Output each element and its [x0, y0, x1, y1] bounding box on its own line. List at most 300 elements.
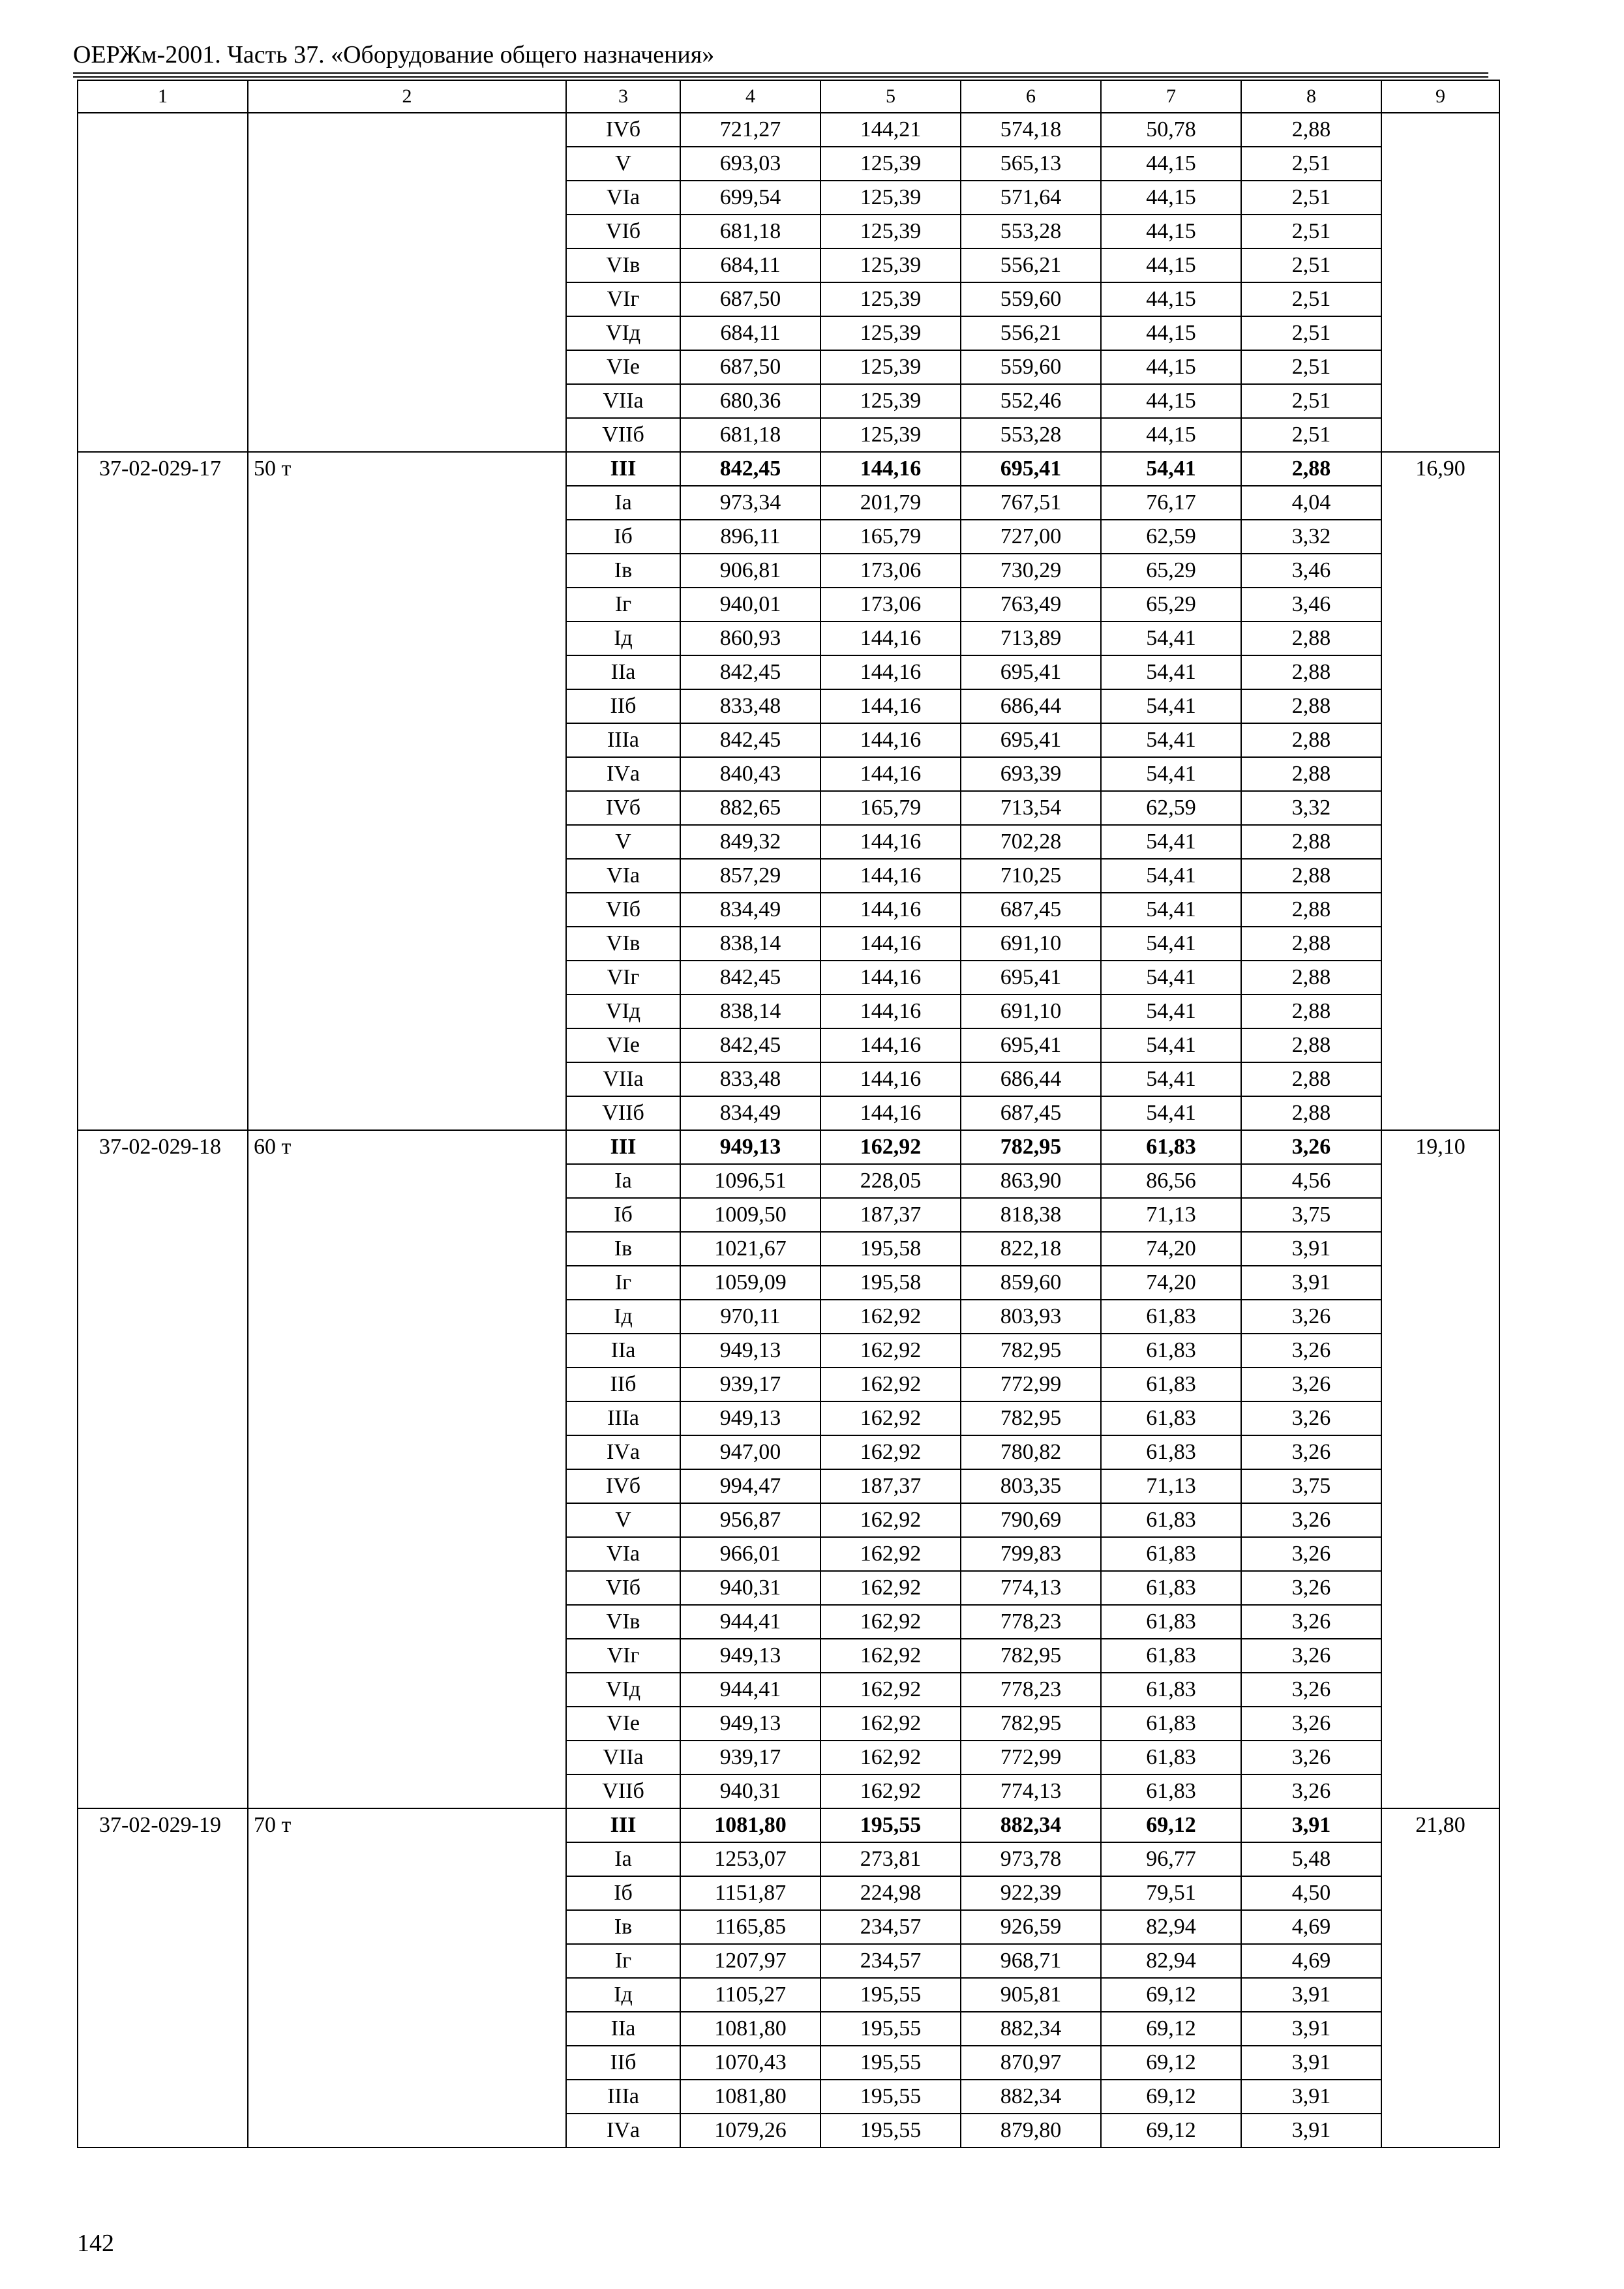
- code-cell: 37-02-029-17: [78, 452, 248, 1130]
- value-cell: 3,26: [1241, 1639, 1381, 1673]
- zone-cell: VIв: [566, 1605, 680, 1639]
- value-cell: 699,54: [680, 181, 820, 215]
- value-cell: 71,13: [1101, 1469, 1241, 1503]
- value-cell: 782,95: [961, 1130, 1101, 1164]
- value-cell: 1081,80: [680, 2080, 820, 2114]
- value-cell: 173,06: [820, 554, 961, 588]
- value-cell: 3,26: [1241, 1673, 1381, 1707]
- value-cell: 44,15: [1101, 316, 1241, 350]
- zone-cell: Iв: [566, 554, 680, 588]
- value-cell: 3,91: [1241, 1978, 1381, 2012]
- value-cell: 44,15: [1101, 418, 1241, 452]
- value-cell: 859,60: [961, 1266, 1101, 1300]
- value-cell: 684,11: [680, 316, 820, 350]
- value-cell: 2,51: [1241, 418, 1381, 452]
- value-cell: 4,56: [1241, 1164, 1381, 1198]
- value-cell: 849,32: [680, 825, 820, 859]
- value-cell: 1081,80: [680, 2012, 820, 2046]
- value-cell: 833,48: [680, 1062, 820, 1096]
- value-cell: 65,29: [1101, 588, 1241, 621]
- value-cell: 61,83: [1101, 1639, 1241, 1673]
- zone-cell: IVа: [566, 757, 680, 791]
- value-cell: 2,88: [1241, 757, 1381, 791]
- value-cell: 69,12: [1101, 1808, 1241, 1842]
- value-cell: 3,26: [1241, 1741, 1381, 1774]
- value-cell: 949,13: [680, 1707, 820, 1741]
- value-cell: 3,32: [1241, 791, 1381, 825]
- value-cell: 61,83: [1101, 1503, 1241, 1537]
- value-cell: 162,92: [820, 1368, 961, 1401]
- value-cell: 970,11: [680, 1300, 820, 1334]
- value-cell: 838,14: [680, 995, 820, 1028]
- zone-cell: Iд: [566, 1978, 680, 2012]
- column-number: 5: [820, 80, 961, 113]
- value-cell: 695,41: [961, 452, 1101, 486]
- column-number: 9: [1381, 80, 1499, 113]
- value-cell: 144,16: [820, 452, 961, 486]
- value-cell: 3,46: [1241, 588, 1381, 621]
- value-cell: 1079,26: [680, 2114, 820, 2147]
- zone-cell: IIа: [566, 1334, 680, 1368]
- value-cell: 62,59: [1101, 520, 1241, 554]
- value-cell: 3,26: [1241, 1130, 1381, 1164]
- value-cell: 695,41: [961, 1028, 1101, 1062]
- value-cell: 125,39: [820, 350, 961, 384]
- value-cell: 947,00: [680, 1435, 820, 1469]
- value-cell: 838,14: [680, 927, 820, 961]
- zone-cell: III: [566, 1808, 680, 1842]
- value-cell: 949,13: [680, 1130, 820, 1164]
- value-cell: 702,28: [961, 825, 1101, 859]
- value-cell: 2,88: [1241, 1096, 1381, 1130]
- zone-cell: VIIб: [566, 1096, 680, 1130]
- value-cell: 69,12: [1101, 1978, 1241, 2012]
- value-cell: 949,13: [680, 1401, 820, 1435]
- value-cell: 195,55: [820, 2080, 961, 2114]
- zone-cell: VIд: [566, 1673, 680, 1707]
- value-cell: 926,59: [961, 1910, 1101, 1944]
- value-cell: 234,57: [820, 1944, 961, 1978]
- zone-cell: VIIб: [566, 418, 680, 452]
- value-cell: 228,05: [820, 1164, 961, 1198]
- column-number: 6: [961, 80, 1101, 113]
- value-cell: 162,92: [820, 1707, 961, 1741]
- value-cell: 173,06: [820, 588, 961, 621]
- value-cell: 82,94: [1101, 1910, 1241, 1944]
- value-cell: 61,83: [1101, 1435, 1241, 1469]
- value-cell: 79,51: [1101, 1876, 1241, 1910]
- value-cell: 44,15: [1101, 215, 1241, 248]
- value-cell: 840,43: [680, 757, 820, 791]
- value-cell: 144,21: [820, 113, 961, 147]
- zone-cell: VIд: [566, 316, 680, 350]
- value-cell: 4,69: [1241, 1910, 1381, 1944]
- value-cell: 61,83: [1101, 1605, 1241, 1639]
- value-cell: 790,69: [961, 1503, 1101, 1537]
- value-cell: 54,41: [1101, 859, 1241, 893]
- value-cell: 82,94: [1101, 1944, 1241, 1978]
- code-cell: 37-02-029-19: [78, 1808, 248, 2147]
- value-cell: 553,28: [961, 418, 1101, 452]
- value-cell: 782,95: [961, 1639, 1101, 1673]
- zone-cell: Iд: [566, 621, 680, 655]
- value-cell: 2,88: [1241, 893, 1381, 927]
- value-cell: 54,41: [1101, 1062, 1241, 1096]
- value-cell: 940,01: [680, 588, 820, 621]
- zone-cell: VIв: [566, 927, 680, 961]
- value-cell: 54,41: [1101, 1028, 1241, 1062]
- value-cell: 2,88: [1241, 452, 1381, 486]
- value-cell: 2,51: [1241, 215, 1381, 248]
- value-cell: 939,17: [680, 1741, 820, 1774]
- value-cell: 144,16: [820, 961, 961, 995]
- value-cell: 556,21: [961, 316, 1101, 350]
- value-cell: 882,65: [680, 791, 820, 825]
- value-cell: 782,95: [961, 1707, 1101, 1741]
- value-cell: 2,51: [1241, 147, 1381, 181]
- zone-cell: VIе: [566, 350, 680, 384]
- value-cell: 44,15: [1101, 147, 1241, 181]
- value-cell: 61,83: [1101, 1741, 1241, 1774]
- value-cell: 44,15: [1101, 282, 1241, 316]
- value-cell: 3,26: [1241, 1571, 1381, 1605]
- value-cell: 125,39: [820, 316, 961, 350]
- value-cell: 3,91: [1241, 2080, 1381, 2114]
- value-cell: 3,91: [1241, 2114, 1381, 2147]
- value-cell: 144,16: [820, 859, 961, 893]
- value-cell: 3,75: [1241, 1198, 1381, 1232]
- value-cell: 556,21: [961, 248, 1101, 282]
- name-cell: 60 т: [248, 1130, 566, 1808]
- zone-cell: IIIа: [566, 2080, 680, 2114]
- value-cell: 54,41: [1101, 723, 1241, 757]
- value-cell: 778,23: [961, 1673, 1101, 1707]
- value-cell: 125,39: [820, 181, 961, 215]
- value-cell: 273,81: [820, 1842, 961, 1876]
- zone-cell: V: [566, 825, 680, 859]
- value-cell: 61,83: [1101, 1130, 1241, 1164]
- value-cell: 687,45: [961, 1096, 1101, 1130]
- zone-cell: VIа: [566, 859, 680, 893]
- value-cell: 195,58: [820, 1232, 961, 1266]
- value-cell: 896,11: [680, 520, 820, 554]
- value-cell: 1096,51: [680, 1164, 820, 1198]
- value-cell: 61,83: [1101, 1368, 1241, 1401]
- value-cell: 54,41: [1101, 689, 1241, 723]
- zone-cell: III: [566, 452, 680, 486]
- value-cell: 3,32: [1241, 520, 1381, 554]
- value-cell: 86,56: [1101, 1164, 1241, 1198]
- table-row: [78, 1130, 1499, 1164]
- zone-cell: IVб: [566, 1469, 680, 1503]
- value-cell: 778,23: [961, 1605, 1101, 1639]
- value-cell: 1009,50: [680, 1198, 820, 1232]
- value-cell: 782,95: [961, 1401, 1101, 1435]
- value-cell: 54,41: [1101, 927, 1241, 961]
- value-cell: 144,16: [820, 927, 961, 961]
- value-cell: 1081,80: [680, 1808, 820, 1842]
- value-cell: 195,55: [820, 1808, 961, 1842]
- value-cell: 162,92: [820, 1605, 961, 1639]
- value-cell: 559,60: [961, 350, 1101, 384]
- value-cell: 125,39: [820, 384, 961, 418]
- value-cell: 695,41: [961, 723, 1101, 757]
- zone-cell: VIе: [566, 1028, 680, 1062]
- value-cell: 3,26: [1241, 1707, 1381, 1741]
- zone-cell: IVа: [566, 1435, 680, 1469]
- value-cell: 3,91: [1241, 1266, 1381, 1300]
- value-cell: 74,20: [1101, 1232, 1241, 1266]
- zone-cell: IIб: [566, 2046, 680, 2080]
- zone-cell: Iб: [566, 1198, 680, 1232]
- name-cell: 70 т: [248, 1808, 566, 2147]
- value-cell: 125,39: [820, 418, 961, 452]
- value-cell: 144,16: [820, 621, 961, 655]
- value-cell: 144,16: [820, 893, 961, 927]
- value-cell: 1151,87: [680, 1876, 820, 1910]
- value-cell: 552,46: [961, 384, 1101, 418]
- value-cell: 2,51: [1241, 316, 1381, 350]
- value-cell: 3,26: [1241, 1401, 1381, 1435]
- zone-cell: V: [566, 147, 680, 181]
- value-cell: 1105,27: [680, 1978, 820, 2012]
- zone-cell: VIб: [566, 893, 680, 927]
- value-cell: 2,88: [1241, 655, 1381, 689]
- page-number: 142: [77, 2230, 114, 2257]
- value-cell: 693,03: [680, 147, 820, 181]
- column-number: 3: [566, 80, 680, 113]
- value-cell: 61,83: [1101, 1401, 1241, 1435]
- zone-cell: Iг: [566, 1266, 680, 1300]
- value-cell: 833,48: [680, 689, 820, 723]
- value-cell: 949,13: [680, 1334, 820, 1368]
- value-cell: 2,51: [1241, 181, 1381, 215]
- value-cell: 2,88: [1241, 961, 1381, 995]
- zone-cell: Iа: [566, 1164, 680, 1198]
- value-cell: 162,92: [820, 1571, 961, 1605]
- zone-cell: IVб: [566, 113, 680, 147]
- value-cell: 2,88: [1241, 113, 1381, 147]
- name-cell: 50 т: [248, 452, 566, 1130]
- value-cell: 882,34: [961, 2080, 1101, 2114]
- value-cell: 695,41: [961, 961, 1101, 995]
- value-cell: 803,93: [961, 1300, 1101, 1334]
- value-cell: 54,41: [1101, 757, 1241, 791]
- value-cell: 61,83: [1101, 1673, 1241, 1707]
- name-cell: [248, 113, 566, 452]
- value-cell: 774,13: [961, 1774, 1101, 1808]
- value-cell: 763,49: [961, 588, 1101, 621]
- value-cell: 973,78: [961, 1842, 1101, 1876]
- value-cell: 767,51: [961, 486, 1101, 520]
- table-row: [78, 113, 1499, 147]
- value-cell: 571,64: [961, 181, 1101, 215]
- value-cell: 144,16: [820, 689, 961, 723]
- zone-cell: Iб: [566, 520, 680, 554]
- value-cell: 3,26: [1241, 1774, 1381, 1808]
- value-cell: 818,38: [961, 1198, 1101, 1232]
- value-cell: 973,34: [680, 486, 820, 520]
- value-cell: 2,88: [1241, 1028, 1381, 1062]
- value-cell: 834,49: [680, 1096, 820, 1130]
- value-cell: 2,88: [1241, 995, 1381, 1028]
- value-cell: 50,78: [1101, 113, 1241, 147]
- value-cell: 144,16: [820, 723, 961, 757]
- column-number: 1: [78, 80, 248, 113]
- value-cell: 687,50: [680, 282, 820, 316]
- value-cell: 54,41: [1101, 655, 1241, 689]
- value-cell: 54,41: [1101, 961, 1241, 995]
- value-cell: 69,12: [1101, 2080, 1241, 2114]
- code-cell: [78, 113, 248, 452]
- value-cell: 842,45: [680, 961, 820, 995]
- value-cell: 74,20: [1101, 1266, 1241, 1300]
- value-cell: 187,37: [820, 1198, 961, 1232]
- header-rule: [73, 72, 1488, 74]
- value-cell: 162,92: [820, 1537, 961, 1571]
- code-cell: 37-02-029-18: [78, 1130, 248, 1808]
- value-cell: 2,88: [1241, 689, 1381, 723]
- value-cell: 3,26: [1241, 1605, 1381, 1639]
- value-cell: 69,12: [1101, 2046, 1241, 2080]
- value-cell: 772,99: [961, 1741, 1101, 1774]
- value-cell: 2,51: [1241, 350, 1381, 384]
- value-cell: 2,51: [1241, 384, 1381, 418]
- column-number: 4: [680, 80, 820, 113]
- value-cell: 680,36: [680, 384, 820, 418]
- value-cell: 3,75: [1241, 1469, 1381, 1503]
- value-cell: 691,10: [961, 995, 1101, 1028]
- value-cell: 195,55: [820, 2012, 961, 2046]
- table-row: [78, 452, 1499, 486]
- value-cell: 5,48: [1241, 1842, 1381, 1876]
- value-cell: 187,37: [820, 1469, 961, 1503]
- value-cell: 4,50: [1241, 1876, 1381, 1910]
- value-cell: 144,16: [820, 1096, 961, 1130]
- value-cell: 61,83: [1101, 1300, 1241, 1334]
- zone-cell: VIе: [566, 1707, 680, 1741]
- value-cell: 870,97: [961, 2046, 1101, 2080]
- value-cell: 165,79: [820, 520, 961, 554]
- value-cell: 44,15: [1101, 350, 1241, 384]
- value-cell: 162,92: [820, 1130, 961, 1164]
- value-cell: 686,44: [961, 689, 1101, 723]
- value-cell: 3,26: [1241, 1537, 1381, 1571]
- value-cell: 842,45: [680, 452, 820, 486]
- value-cell: 944,41: [680, 1605, 820, 1639]
- value-cell: 1070,43: [680, 2046, 820, 2080]
- value-cell: 905,81: [961, 1978, 1101, 2012]
- value-cell: 1021,67: [680, 1232, 820, 1266]
- value-cell: 774,13: [961, 1571, 1101, 1605]
- zone-cell: VIIа: [566, 1062, 680, 1096]
- value-cell: 96,77: [1101, 1842, 1241, 1876]
- page-header-title: ОЕРЖм-2001. Часть 37. «Оборудование общего назначения»: [73, 41, 715, 68]
- value-cell: 165,79: [820, 791, 961, 825]
- zone-cell: Iг: [566, 588, 680, 621]
- value-cell: 559,60: [961, 282, 1101, 316]
- value-cell: 686,44: [961, 1062, 1101, 1096]
- value-cell: 574,18: [961, 113, 1101, 147]
- zone-cell: Iд: [566, 1300, 680, 1334]
- value-cell: 691,10: [961, 927, 1101, 961]
- value-cell: 54,41: [1101, 995, 1241, 1028]
- value-cell: 54,41: [1101, 621, 1241, 655]
- value-cell: 780,82: [961, 1435, 1101, 1469]
- value-cell: 195,55: [820, 1978, 961, 2012]
- value-cell: 162,92: [820, 1639, 961, 1673]
- value-cell: 54,41: [1101, 825, 1241, 859]
- value-cell: 4,69: [1241, 1944, 1381, 1978]
- value-cell: 125,39: [820, 248, 961, 282]
- value-cell: 1207,97: [680, 1944, 820, 1978]
- value-cell: 966,01: [680, 1537, 820, 1571]
- value-cell: 968,71: [961, 1944, 1101, 1978]
- zone-cell: IIа: [566, 655, 680, 689]
- value-cell: 201,79: [820, 486, 961, 520]
- column-number: 2: [248, 80, 566, 113]
- zone-cell: IIб: [566, 1368, 680, 1401]
- zone-cell: VIв: [566, 248, 680, 282]
- zone-cell: IIа: [566, 2012, 680, 2046]
- zone-cell: VIг: [566, 1639, 680, 1673]
- value-cell: 65,29: [1101, 554, 1241, 588]
- zone-cell: VIIа: [566, 384, 680, 418]
- value-cell: 803,35: [961, 1469, 1101, 1503]
- value-cell: 162,92: [820, 1401, 961, 1435]
- value-cell: 144,16: [820, 757, 961, 791]
- value-cell: 799,83: [961, 1537, 1101, 1571]
- value-cell: 693,39: [961, 757, 1101, 791]
- value-cell: 681,18: [680, 418, 820, 452]
- value-cell: 834,49: [680, 893, 820, 927]
- value-cell: 687,50: [680, 350, 820, 384]
- zone-cell: III: [566, 1130, 680, 1164]
- value-cell: 940,31: [680, 1571, 820, 1605]
- value-cell: 730,29: [961, 554, 1101, 588]
- col9-cell: 16,90: [1381, 452, 1499, 1130]
- value-cell: 879,80: [961, 2114, 1101, 2147]
- col9-cell: 21,80: [1381, 1808, 1499, 2147]
- value-cell: 944,41: [680, 1673, 820, 1707]
- value-cell: 61,83: [1101, 1537, 1241, 1571]
- value-cell: 842,45: [680, 723, 820, 757]
- zone-cell: Iа: [566, 486, 680, 520]
- value-cell: 54,41: [1101, 893, 1241, 927]
- value-cell: 144,16: [820, 655, 961, 689]
- value-cell: 4,04: [1241, 486, 1381, 520]
- zone-cell: IIб: [566, 689, 680, 723]
- zone-cell: IVа: [566, 2114, 680, 2147]
- value-cell: 2,51: [1241, 248, 1381, 282]
- value-cell: 553,28: [961, 215, 1101, 248]
- column-number: 7: [1101, 80, 1241, 113]
- value-cell: 727,00: [961, 520, 1101, 554]
- value-cell: 2,88: [1241, 859, 1381, 893]
- value-cell: 2,88: [1241, 621, 1381, 655]
- value-cell: 949,13: [680, 1639, 820, 1673]
- value-cell: 940,31: [680, 1774, 820, 1808]
- zone-cell: Iб: [566, 1876, 680, 1910]
- zone-cell: VIа: [566, 181, 680, 215]
- zone-cell: IIIа: [566, 723, 680, 757]
- value-cell: 162,92: [820, 1334, 961, 1368]
- value-cell: 61,83: [1101, 1334, 1241, 1368]
- col9-cell: [1381, 113, 1499, 452]
- value-cell: 54,41: [1101, 452, 1241, 486]
- value-cell: 234,57: [820, 1910, 961, 1944]
- header-rule: [73, 76, 1488, 78]
